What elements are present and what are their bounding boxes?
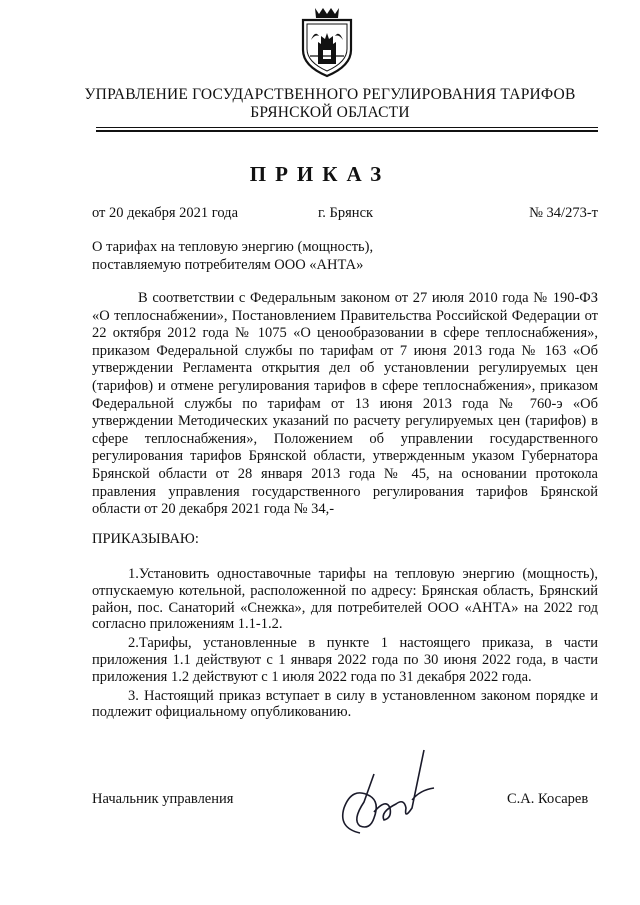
document-date: от 20 декабря 2021 года xyxy=(92,205,238,221)
document-subject-line2: поставляемую потребителям ООО «АНТА» xyxy=(92,257,364,273)
document-city: г. Брянск xyxy=(318,205,374,221)
document-number: № 34/273-т xyxy=(529,205,598,221)
handwritten-signature-icon xyxy=(330,738,440,848)
order-item-1: 1.Установить одноставочные тарифы на тепловую энергию (мощность), отпускаемую котельной, расположенной по адресу: Брянская область, Брянский район, пос. Санаторий «Снежка», для потребителей ООО «АНТА» на 2022 год согласно приложениям 1.1-1.2. xyxy=(92,566,598,633)
header-divider-thick xyxy=(96,130,598,132)
signatory-name: С.А. Косарев xyxy=(507,791,589,807)
order-items xyxy=(92,566,598,723)
signatory-position: Начальник управления xyxy=(92,791,234,807)
preamble-block xyxy=(92,290,598,519)
document-title: ПРИКАЗ xyxy=(249,162,391,186)
header-divider-thin xyxy=(96,127,598,128)
organization-name-line2: БРЯНСКОЙ ОБЛАСТИ xyxy=(250,104,410,121)
organization-name-line1: УПРАВЛЕНИЕ ГОСУДАРСТВЕННОГО РЕГУЛИРОВАНИЯ ТАРИФОВ xyxy=(84,86,576,103)
order-item-2: 2.Тарифы, установленные в пункте 1 настоящего приказа, в части приложения 1.1 действуют с 1 января 2022 года по 30 июня 2022 года, в части приложения 1.2 действуют с 1 июля 2022 года по 31 декабря 2022 года. xyxy=(92,635,598,685)
document-subject-line1: О тарифах на тепловую энергию (мощность), xyxy=(92,239,374,255)
coat-of-arms-icon xyxy=(297,6,357,78)
order-item-3: 3. Настоящий приказ вступает в силу в установленном законом порядке и подлежит официальному опубликованию. xyxy=(92,687,598,721)
order-heading: ПРИКАЗЫВАЮ: xyxy=(92,531,199,547)
preamble-paragraph: В соответствии с Федеральным законом от 27 июля 2010 года № 190-ФЗ «О теплоснабжении», Постановлением Правительства Российской Федерации от 22 октября 2012 года № 1075 «О ценообразовании в сфере теплоснабжения», приказом Федеральной службы по тарифам от 7 июня 2013 года № 163 «Об утверждении Регламента открытия дел об установлении регулируемых цен (тарифов) и отмене регулирования тарифов в сфере теплоснабжения», приказом Федеральной службы по тарифам от 13 июня 2013 года № 760-э «Об утверждении Методических указаний по расчету регулируемых цен (тарифов) в сфере теплоснабжения», Положением об управлении государственного регулирования тарифов Брянской области, утвержденным указом Губернатора Брянской области от 28 января 2013 года № 45, на основании протокола правления управления государственного регулирования тарифов Брянской области от 20 декабря 2021 года № 34,- xyxy=(92,290,598,518)
